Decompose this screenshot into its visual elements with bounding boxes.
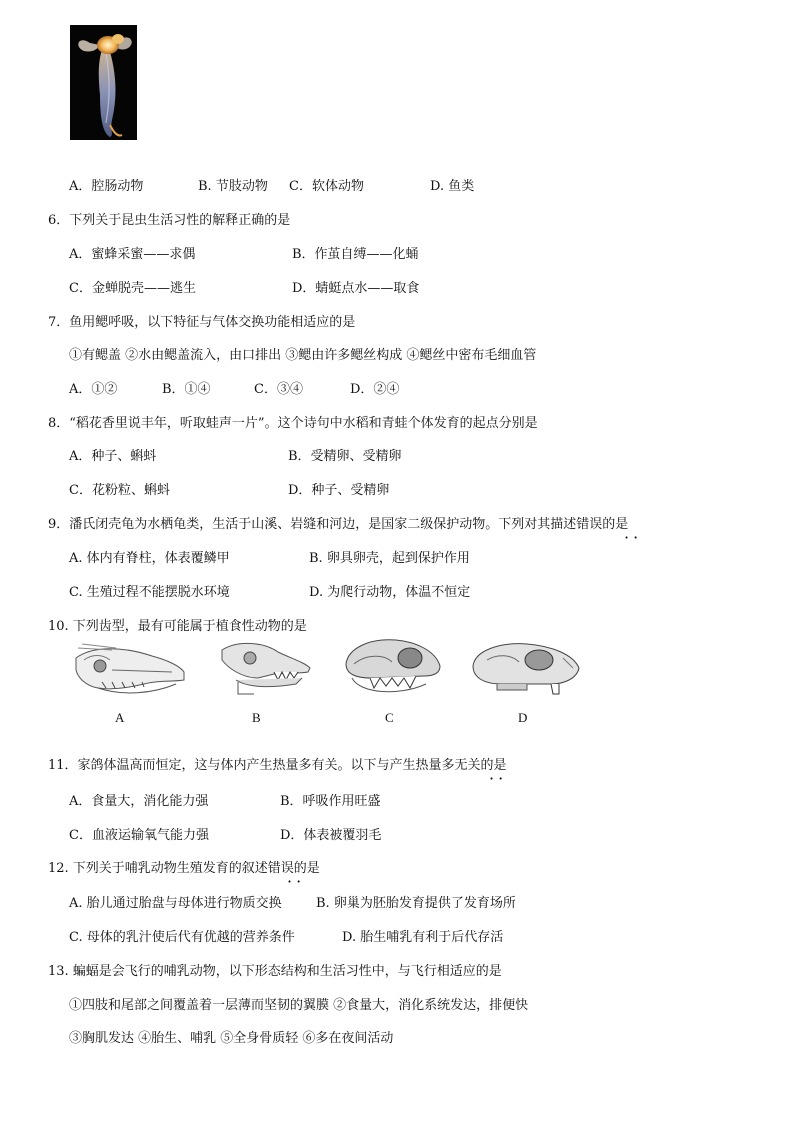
q12-option-c: C. 母体的乳汁使后代有优越的营养条件 bbox=[69, 930, 295, 945]
q9-option-d: D. 为爬行动物，体温不恒定 bbox=[309, 585, 471, 600]
skull-image-a bbox=[72, 640, 188, 698]
q12-emphasis-dots: ·· bbox=[287, 872, 306, 891]
q7-items: ①有鳃盖 ②水由鳃盖流入，由口排出 ③鳃由许多鳃丝构成 ④鳃丝中密布毛细血管 bbox=[69, 348, 537, 363]
q9-option-a: A. 体内有脊柱，体表覆鳞甲 bbox=[69, 551, 230, 566]
q9-emphasis-dots: ·· bbox=[624, 528, 643, 547]
q9-option-c: C. 生殖过程不能摆脱水环境 bbox=[69, 585, 230, 600]
q11-emphasis-dots: ·· bbox=[489, 769, 508, 788]
q5-option-a: A．腔肠动物 bbox=[69, 179, 144, 194]
q11-option-b: B．呼吸作用旺盛 bbox=[280, 794, 381, 809]
skull-label-a: A bbox=[115, 710, 125, 725]
q12-option-d: D. 胎生哺乳有利于后代存活 bbox=[342, 930, 504, 945]
q7-option-c: C．③④ bbox=[254, 382, 303, 397]
skull-label-b: B bbox=[252, 710, 261, 725]
q6-option-d: D．蜻蜓点水——取食 bbox=[292, 281, 420, 296]
skull-image-c bbox=[340, 634, 444, 698]
q7-stem: 7．鱼用鳃呼吸，以下特征与气体交换功能相适应的是 bbox=[48, 315, 356, 330]
q5-option-b: B. 节肢动物 bbox=[198, 179, 268, 194]
q8-option-b: B．受精卵、受精卵 bbox=[288, 449, 402, 464]
q9-stem: 9．潘氏闭壳龟为水栖龟类，生活于山溪、岩缝和河边，是国家二级保护动物。下列对其描述错误的是 bbox=[48, 517, 629, 532]
q8-option-d: D．种子、受精卵 bbox=[288, 483, 390, 498]
q11-option-a: A．食量大，消化能力强 bbox=[69, 794, 209, 809]
skull-label-c: C bbox=[385, 710, 394, 725]
q13-line1: ①四肢和尾部之间覆盖着一层薄而坚韧的翼膜 ②食量大，消化系统发达，排便快 bbox=[69, 998, 529, 1013]
q8-option-c: C．花粉粒、蝌蚪 bbox=[69, 483, 170, 498]
skull-label-d: D bbox=[518, 710, 528, 725]
q8-stem: 8．“稻花香里说丰年，听取蛙声一片”。这个诗句中水稻和青蛙个体发育的起点分别是 bbox=[48, 416, 538, 431]
q6-option-b: B．作茧自缚——化蛹 bbox=[292, 247, 419, 262]
q10-stem: 10. 下列齿型，最有可能属于植食性动物的是 bbox=[48, 619, 307, 634]
q8-option-a: A．种子、蝌蚪 bbox=[69, 449, 157, 464]
skull-image-b bbox=[218, 638, 316, 698]
q13-stem: 13. 蝙蝠是会飞行的哺乳动物，以下形态结构和生活习性中，与飞行相适应的是 bbox=[48, 964, 502, 979]
q7-option-a: A．①② bbox=[69, 382, 118, 397]
sea-butterfly-photo bbox=[70, 25, 137, 140]
q9-option-b: B. 卵具卵壳，起到保护作用 bbox=[309, 551, 470, 566]
q6-option-c: C．金蝉脱壳——逃生 bbox=[69, 281, 196, 296]
q12-option-a: A. 胎儿通过胎盘与母体进行物质交换 bbox=[69, 896, 282, 911]
q7-option-d: D．②④ bbox=[350, 382, 400, 397]
q11-stem: 11．家鸽体温高而恒定，这与体内产生热量多有关。以下与产生热量多无关的是 bbox=[48, 758, 507, 773]
q13-line2: ③胸肌发达 ④胎生、哺乳 ⑤全身骨质轻 ⑥多在夜间活动 bbox=[69, 1031, 394, 1046]
q5-option-c: C．软体动物 bbox=[289, 179, 364, 194]
skull-image-d bbox=[467, 638, 585, 698]
q11-option-c: C．血液运输氧气能力强 bbox=[69, 828, 209, 843]
q12-stem: 12. 下列关于哺乳动物生殖发育的叙述错误的是 bbox=[48, 861, 320, 876]
q11-option-d: D．体表被覆羽毛 bbox=[280, 828, 382, 843]
q5-option-d: D. 鱼类 bbox=[430, 179, 475, 194]
q6-stem: 6．下列关于昆虫生活习性的解释正确的是 bbox=[48, 213, 291, 228]
q6-option-a: A．蜜蜂采蜜——求偶 bbox=[69, 247, 196, 262]
q12-option-b: B. 卵巢为胚胎发育提供了发育场所 bbox=[316, 896, 516, 911]
q7-option-b: B．①④ bbox=[162, 382, 211, 397]
